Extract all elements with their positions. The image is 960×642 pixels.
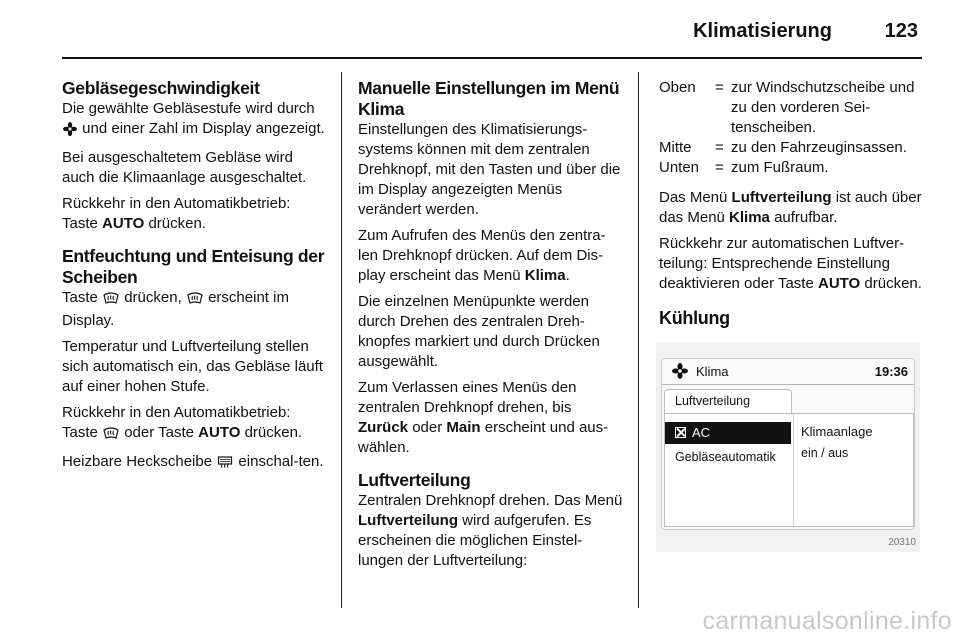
windshield-defrost-icon (103, 426, 119, 446)
rear-window-heater-icon (217, 455, 233, 475)
column-divider (341, 72, 342, 608)
text: drücken. (148, 215, 206, 232)
text: Taste (62, 289, 98, 306)
page-title: Klimatisierung (693, 20, 832, 42)
display-menu-item-ac (665, 422, 791, 444)
text: oder Taste (124, 424, 194, 441)
display-illustration (656, 342, 920, 552)
paragraph (62, 452, 328, 475)
fan-speed-heading: Gebläsegeschwindigkeit (62, 78, 260, 98)
paragraph (358, 378, 624, 458)
column-middle (358, 78, 624, 577)
text: drücken, (124, 289, 182, 306)
key-label: AUTO (102, 215, 145, 232)
display-menu-panel (664, 413, 914, 527)
table-cell: zur Windschutzscheibe und zu den vorderen Sei-tenscheiben. (731, 79, 915, 136)
windshield-defrost-icon (187, 291, 203, 311)
table-cell: Unten (659, 159, 700, 176)
table-row (659, 78, 923, 138)
menu-label: Klima (729, 209, 770, 226)
paragraph: Temperatur und Luftverteilung stellen sich automatisch ein, das Gebläse läuft auf einer hohen Stufe. (62, 338, 323, 395)
table-cell: = (715, 159, 724, 176)
text: Rückkehr in den Automatikbetrieb: Taste (62, 404, 291, 441)
menu-label: Luftverteilung (731, 189, 832, 206)
windshield-defrost-icon (103, 291, 119, 311)
display-title: Klima (696, 364, 729, 379)
text: Das Menü (659, 189, 728, 206)
air-distribution-heading: Luftverteilung (358, 470, 471, 490)
menu-label: Main (446, 419, 481, 436)
menu-label: Zurück (358, 419, 409, 436)
paragraph (62, 194, 328, 234)
display-divider (793, 414, 794, 528)
column-left (62, 78, 328, 481)
table-cell: = (715, 139, 724, 156)
table-cell: zu den Fahrzeuginsassen. (731, 139, 907, 156)
display-status-bar (662, 359, 915, 385)
paragraph (62, 288, 328, 331)
text: Die gewählte Gebläsestufe wird durch (62, 100, 315, 117)
paragraph (358, 491, 624, 571)
manual-settings-heading: Manuelle Einstellungen im Menü Klima (358, 78, 620, 119)
table-cell: Oben (659, 79, 696, 96)
table-cell: = (715, 79, 724, 96)
table-row (659, 158, 923, 178)
menu-item-label: AC (692, 425, 711, 440)
column-divider (638, 72, 639, 608)
paragraph (62, 99, 328, 142)
menu-label: Luftverteilung (358, 512, 458, 529)
display-time: 19:36 (874, 364, 908, 379)
text: Rückkehr zur automatischen Luftver-teilung: Entsprechende Einstellung deaktivieren oder Taste (659, 235, 905, 292)
checkbox-icon (675, 427, 686, 438)
page-number: 123 (884, 20, 918, 42)
display-menu-item-geblaeseautomatik: Gebläseautomatik (675, 450, 776, 464)
paragraph: Zum Aufrufen des Menüs den zentra-len Drehknopf drücken. Auf dem Dis-play erscheint das Menü Klima. (358, 227, 606, 284)
table-row (659, 138, 923, 158)
text: Heizbare Heckscheibe (62, 453, 213, 470)
text: Zum Aufrufen des Menüs den zentra-len Drehknopf drücken. Auf dem Dis-play erscheint das Menü (358, 227, 606, 284)
text: einschal-ten. (238, 453, 324, 470)
table-cell: Mitte (659, 139, 692, 156)
text: wird aufgerufen. Es erscheinen die möglichen Einstel-lungen der Luftverteilung: (358, 512, 592, 569)
fan-icon (63, 122, 77, 142)
paragraph: Die einzelnen Menüpunkte werden durch Drehen des zentralen Dreh-knopfes markiert und durch Drücken ausgewählt. (358, 293, 600, 370)
text: und einer Zahl im Display angezeigt. (82, 120, 325, 137)
display-tab-luftverteilung: Luftverteilung (664, 389, 792, 413)
text: Zentralen Drehknopf drehen. Das Menü (358, 492, 623, 509)
text: Zum Verlassen eines Menüs den zentralen Drehknopf drehen, bis (358, 379, 577, 416)
cooling-heading: Kühlung (659, 308, 730, 328)
paragraph (62, 403, 328, 446)
fan-icon (672, 363, 688, 382)
display-info-text: ein / aus (801, 446, 849, 460)
defog-heading: Entfeuchtung und Enteisung der Scheiben (62, 246, 325, 287)
text: ist auch über das Menü (659, 189, 922, 226)
paragraph (659, 188, 923, 228)
text: drücken. (244, 424, 303, 441)
menu-label: Klima (524, 267, 566, 284)
table-cell: zum Fußraum. (731, 159, 829, 176)
key-label: AUTO (818, 275, 861, 292)
key-label: AUTO (198, 424, 241, 441)
air-distribution-table (659, 78, 923, 178)
page-header (0, 0, 960, 60)
display-info-title: Klimaanlage (801, 424, 873, 439)
paragraph (659, 234, 923, 294)
text: drücken. (864, 275, 922, 292)
paragraph: Bei ausgeschaltetem Gebläse wird auch die Klimaanlage ausgeschaltet. (62, 149, 307, 186)
column-right (659, 78, 923, 329)
text: aufrufbar. (774, 209, 838, 226)
text: erscheint und aus-wählen. (358, 419, 609, 456)
header-rule (62, 57, 922, 59)
text: Rückkehr in den Automatikbetrieb: Taste (62, 195, 291, 232)
text: oder (412, 419, 443, 436)
illustration-code: 20310 (888, 537, 916, 548)
watermark: carmanualsonline.info (702, 607, 952, 635)
paragraph: Einstellungen des Klimatisierungs-systems können mit dem zentralen Drehknopf, mit den Tasten und über die im Display angezeigten Menüs verändert werden. (358, 121, 621, 218)
display-screen (661, 358, 915, 530)
text: erscheint im Display. (62, 289, 289, 329)
